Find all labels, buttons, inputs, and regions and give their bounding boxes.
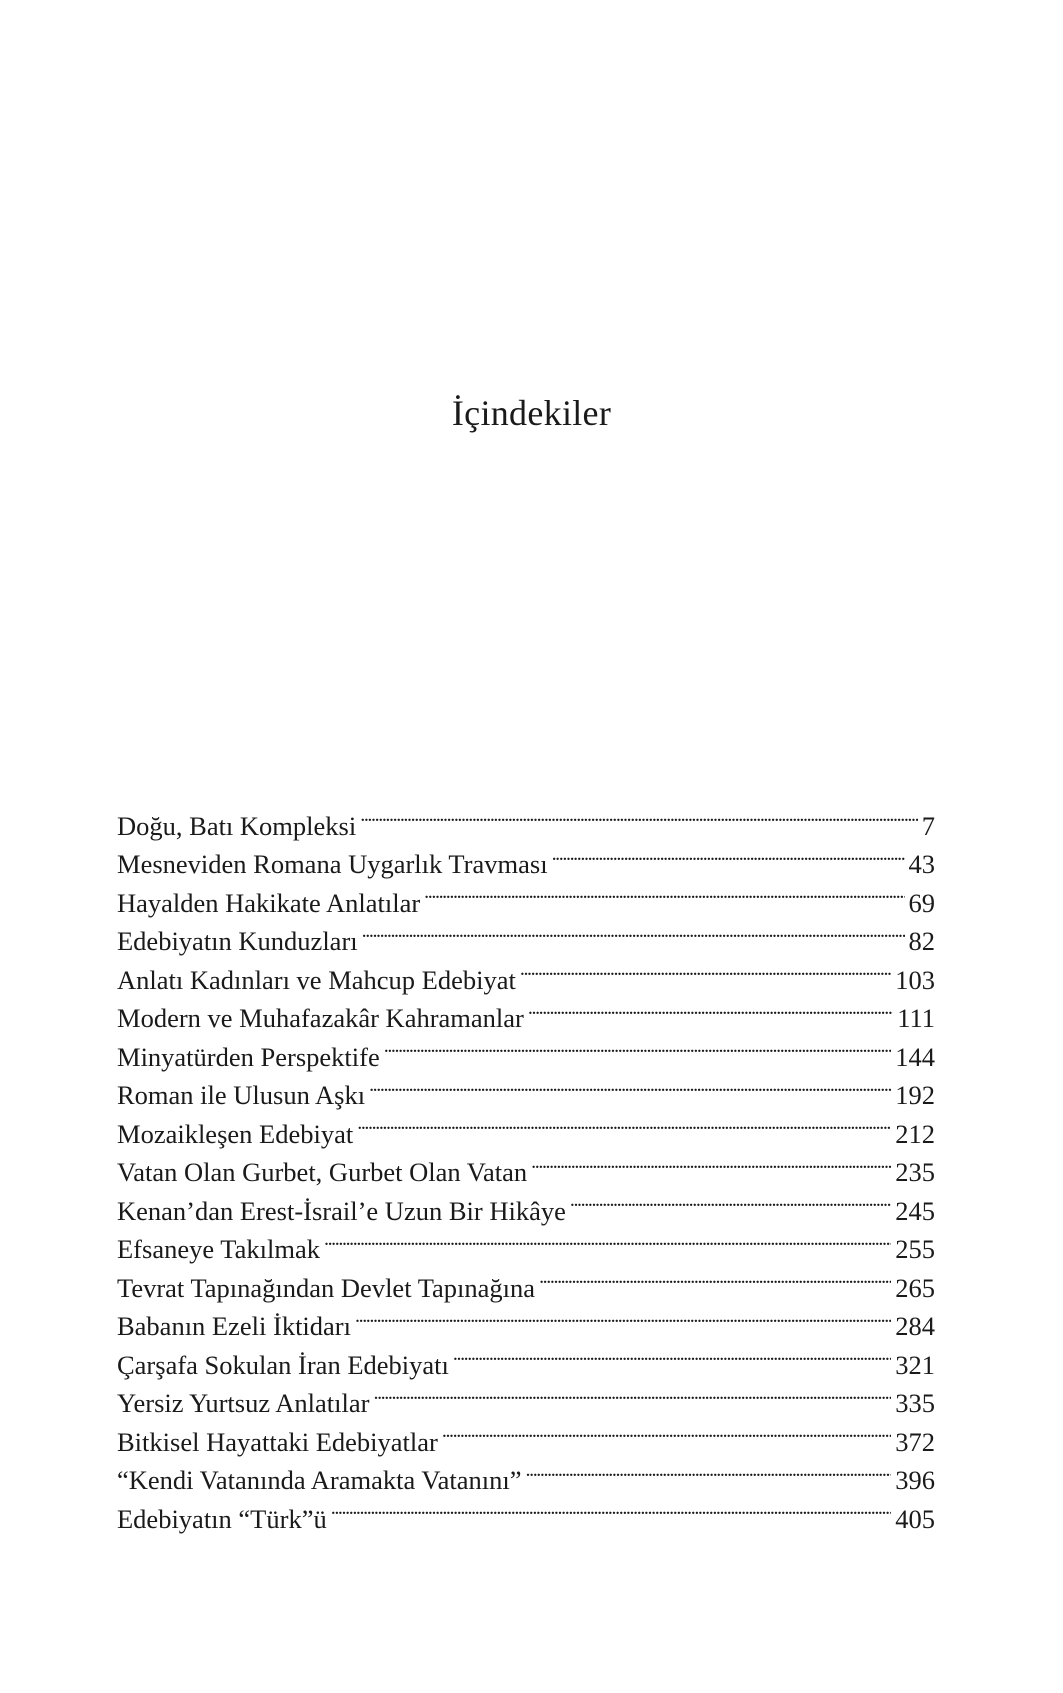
toc-dot-leader [570,1181,891,1220]
toc-dot-leader [362,912,905,951]
toc-entry-title: Efsaneye Takılmak [117,1234,320,1264]
toc-entry-title: Mozaikleşen Edebiyat [117,1118,354,1149]
toc-dot-leader [355,1297,891,1336]
toc-page-number: 43 [908,849,935,879]
toc-dot-leader [369,1066,891,1105]
toc-page-number: 69 [908,887,935,918]
toc-dot-leader [552,835,905,874]
toc-entry-title: Roman ile Ulusun Aşkı [117,1080,366,1110]
toc-page-number: 396 [895,1465,935,1495]
toc-page-number: 7 [921,810,935,841]
toc-page-number: 245 [895,1195,935,1226]
toc-page-number: 212 [895,1118,935,1149]
toc-entry-title: Bitkisel Hayattaki Edebiyatlar [117,1426,438,1457]
toc-page-number: 235 [895,1157,935,1187]
toc-entry-title: Anlatı Kadınları ve Mahcup Edebiyat [117,964,516,995]
toc-entry-title: Modern ve Muhafazakâr Kahramanlar [117,1003,524,1033]
toc-page-number: 321 [895,1349,935,1380]
toc-dot-leader [424,873,904,912]
toc-page-number: 111 [897,1003,935,1033]
toc-entry-title: Kenan’dan Erest-İsrail’e Uzun Bir Hikâye [117,1195,566,1226]
toc-dot-leader [324,1220,891,1259]
toc-dot-leader [528,989,893,1028]
toc-dot-leader [442,1412,891,1451]
toc-entry [117,796,935,841]
toc-dot-leader [384,1027,892,1066]
toc-dot-leader [373,1374,891,1413]
toc-page-number: 405 [895,1503,935,1534]
toc-entry-title: Hayalden Hakikate Anlatılar [117,887,421,918]
page-title: İçindekiler [451,393,612,433]
toc-entry-title: “Kendi Vatanında Aramakta Vatanını” [117,1465,522,1495]
toc-page-number: 284 [895,1311,935,1341]
toc-entry-title: Yersiz Yurtsuz Anlatılar [117,1388,370,1418]
toc-dot-leader [520,950,891,989]
toc-dot-leader [539,1258,891,1297]
toc-entry-title: Mesneviden Romana Uygarlık Travması [117,849,548,879]
toc-page-number: 82 [908,926,935,956]
toc-dot-leader [531,1143,891,1182]
toc-dot-leader [453,1335,891,1374]
toc-entry-title: Babanın Ezeli İktidarı [117,1311,351,1341]
toc-entry-title: Edebiyatın “Türk”ü [117,1503,327,1534]
toc-entry-title: Minyatürden Perspektife [117,1041,380,1072]
toc-entry-title: Vatan Olan Gurbet, Gurbet Olan Vatan [117,1157,528,1187]
toc-entry-title: Edebiyatın Kunduzları [117,926,358,956]
toc-page-number: 255 [895,1234,935,1264]
toc-page-number: 335 [895,1388,935,1418]
toc-page-number: 372 [895,1426,935,1457]
toc-dot-leader [357,1104,891,1143]
toc-page-number: 192 [895,1080,935,1110]
toc-page-number: 144 [895,1041,935,1072]
toc-page-number: 103 [895,964,935,995]
toc-dot-leader [360,796,918,835]
toc-dot-leader [331,1489,892,1528]
toc-entry-title: Tevrat Tapınağından Devlet Tapınağına [117,1272,536,1303]
toc-dot-leader [526,1451,892,1490]
table-of-contents [117,796,935,1534]
toc-entry-title: Doğu, Batı Kompleksi [117,810,357,841]
toc-page-number: 265 [895,1272,935,1303]
toc-entry-title: Çarşafa Sokulan İran Edebiyatı [117,1349,449,1380]
